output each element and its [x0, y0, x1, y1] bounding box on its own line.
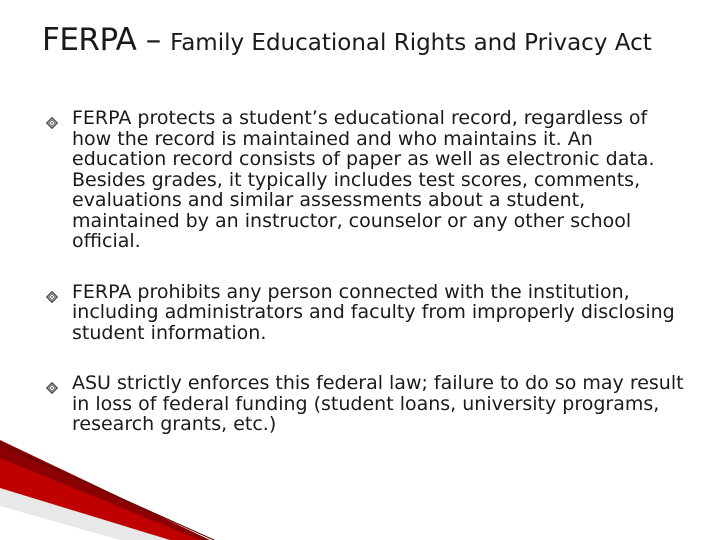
bullet-text: ASU strictly enforces this federal law; failure to do so may result in loss of federal funding (student loans, university programs, research grants, etc.) [72, 372, 684, 435]
bullet-text: FERPA protects a student’s educational record, regardless of how the record is maintained and who maintains it. An education record consists of paper as well as electronic data. Besides grades, it typically includes test scores, comments, evaluations and similar assessments about a student, maintained by an instructor, counselor or any other school official. [72, 107, 655, 252]
bullet-list [46, 108, 686, 435]
bullet-item [46, 282, 686, 344]
decorative-red-wedge [0, 440, 720, 540]
bullet-item [46, 108, 686, 252]
slide-title-main: FERPA – [42, 22, 171, 58]
diamond-bullet-icon [46, 373, 72, 399]
slide-title-rest: Family Educational Rights and Privacy Act [170, 30, 652, 56]
bullet-text: FERPA prohibits any person connected with the institution, including administrators and faculty from improperly disclosing student information. [72, 280, 675, 344]
diamond-bullet-icon [46, 108, 72, 134]
slide-title [42, 20, 702, 62]
diamond-bullet-icon [46, 282, 72, 308]
bullet-item [46, 373, 686, 435]
